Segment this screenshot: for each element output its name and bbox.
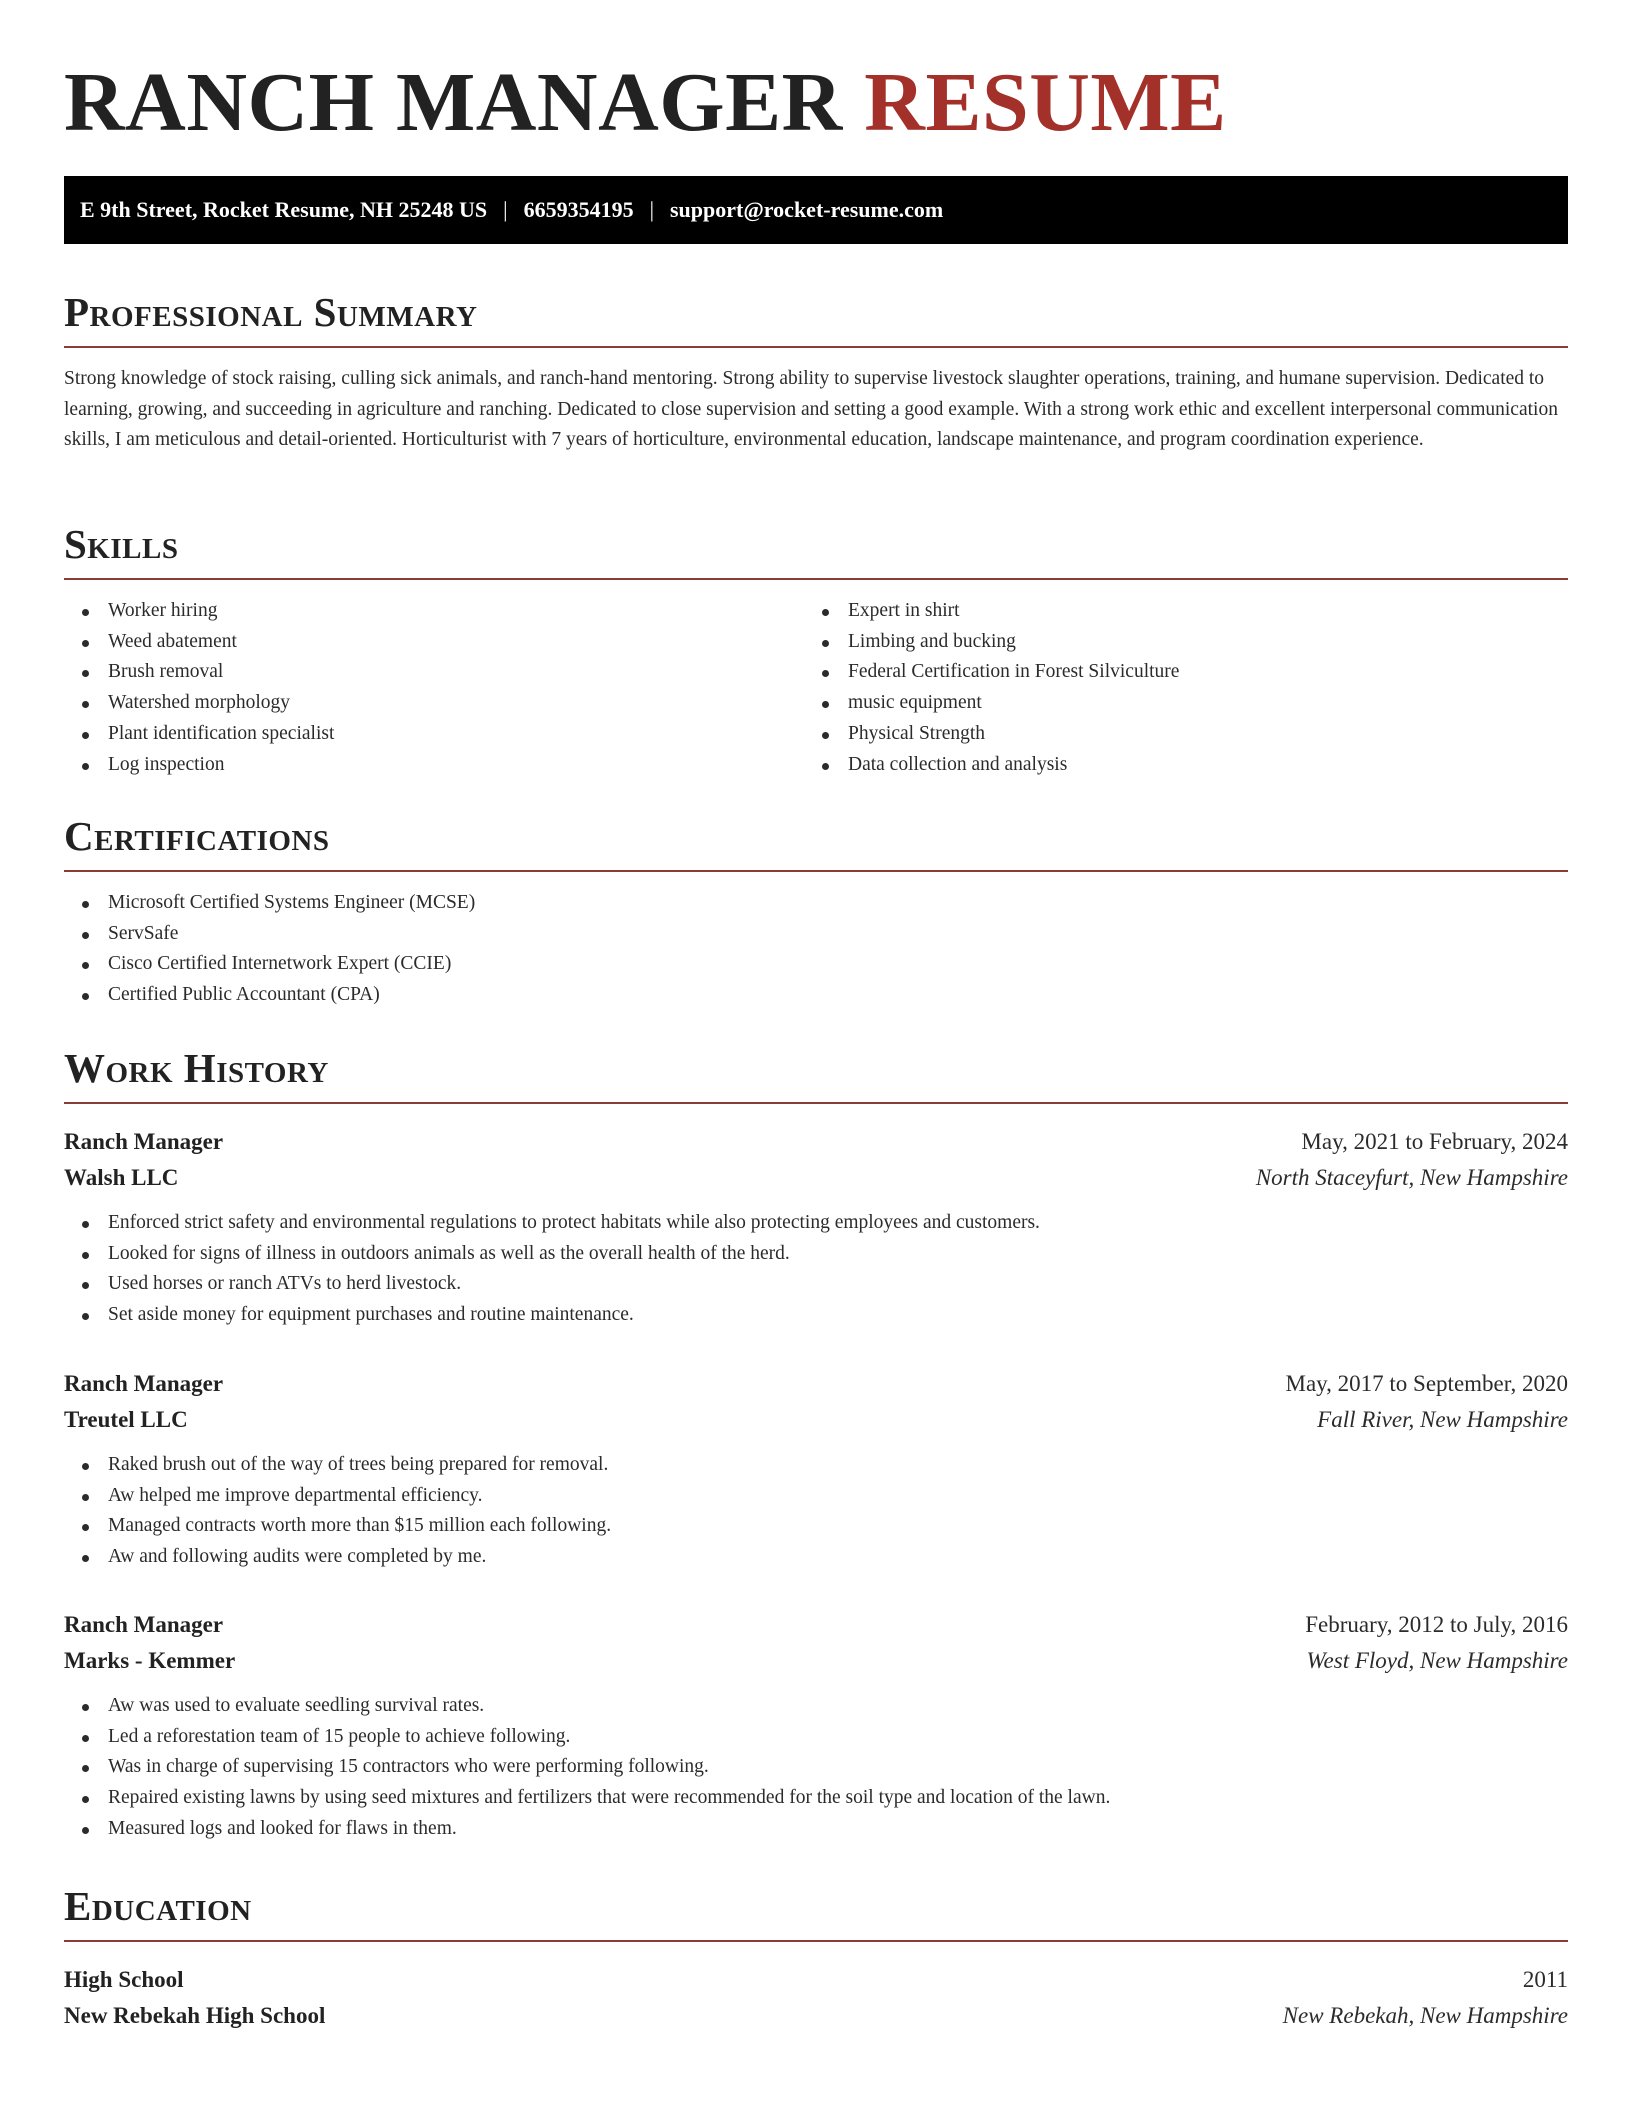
job-bullet: Looked for signs of illness in outdoors animals as well as the overall health of the herd.	[64, 1239, 1568, 1270]
section-divider	[64, 1102, 1568, 1104]
education-school-row	[64, 1998, 1568, 2034]
section-divider	[64, 578, 1568, 580]
job-bullet: Used horses or ranch ATVs to herd livestock.	[64, 1269, 1568, 1300]
summary-section	[64, 284, 1568, 456]
certification-item: Certified Public Accountant (CPA)	[64, 980, 1568, 1011]
skill-item: Limbing and bucking	[804, 627, 1544, 658]
job-location: Fall River, New Hampshire	[1317, 1407, 1568, 1432]
certification-item: Microsoft Certified Systems Engineer (MCSE)	[64, 888, 1568, 919]
skills-column-left	[64, 596, 804, 780]
job-company-row	[64, 1402, 1568, 1438]
contact-address: E 9th Street, Rocket Resume, NH 25248 US	[80, 197, 488, 222]
certifications-list	[64, 888, 1568, 1011]
skill-item: Data collection and analysis	[804, 750, 1544, 781]
section-heading: Skills	[64, 521, 179, 567]
job-company: Marks - Kemmer	[64, 1648, 236, 1673]
skill-item: Plant identification specialist	[64, 719, 804, 750]
job-title: Ranch Manager	[64, 1612, 224, 1637]
skills-list-left	[64, 596, 804, 780]
title-accent: RESUME	[864, 56, 1227, 149]
skill-item: Worker hiring	[64, 596, 804, 627]
job-bullet: Aw and following audits were completed by me.	[64, 1542, 1568, 1573]
skills-column-right	[804, 596, 1544, 780]
job-bullet: Set aside money for equipment purchases and routine maintenance.	[64, 1300, 1568, 1331]
job-header-row	[64, 1366, 1568, 1402]
section-divider	[64, 870, 1568, 872]
certifications-section	[64, 808, 1568, 1011]
job-dates: May, 2017 to September, 2020	[1285, 1371, 1568, 1396]
job-header-row	[64, 1607, 1568, 1643]
job-entry	[64, 1366, 1568, 1573]
job-company-row	[64, 1643, 1568, 1679]
job-title: Ranch Manager	[64, 1371, 224, 1396]
job-company: Treutel LLC	[64, 1407, 188, 1432]
title-main: RANCH MANAGER	[64, 56, 843, 149]
summary-text: Strong knowledge of stock raising, culling sick animals, and ranch-hand mentoring. Strong ability to supervise livestock slaughter operations, training, and humane supervision. Dedicated to learning, growing, and succeeding in agriculture and ranching. Dedicated to close supervision and setting a good example. With a strong work ethic and excellent interpersonal communication skills, I am meticulous and detail-oriented. Horticulturist with 7 years of horticulture, environmental education, landscape maintenance, and program coordination experience.	[64, 368, 1558, 450]
skills-list-right	[804, 596, 1544, 780]
skills-section	[64, 516, 1568, 780]
skill-item: Physical Strength	[804, 719, 1544, 750]
resume-title	[64, 0, 1568, 154]
education-location: New Rebekah, New Hampshire	[1282, 2003, 1568, 2028]
job-bullet: Led a reforestation team of 15 people to achieve following.	[64, 1722, 1568, 1753]
job-title: Ranch Manager	[64, 1129, 224, 1154]
contact-phone[interactable]: 6659354195	[523, 197, 634, 222]
job-bullet: Aw was used to evaluate seedling survival rates.	[64, 1691, 1568, 1722]
section-divider	[64, 1940, 1568, 1942]
job-company-row	[64, 1160, 1568, 1196]
skill-item: music equipment	[804, 688, 1544, 719]
education-degree: High School	[64, 1967, 184, 1992]
job-company: Walsh LLC	[64, 1165, 179, 1190]
job-entry	[64, 1124, 1568, 1331]
section-divider	[64, 346, 1568, 348]
skill-item: Expert in shirt	[804, 596, 1544, 627]
education-header-row	[64, 1962, 1568, 1998]
job-bullet: Aw helped me improve departmental efficiency.	[64, 1481, 1568, 1512]
section-heading: Certifications	[64, 813, 330, 859]
skill-item: Watershed morphology	[64, 688, 804, 719]
skill-item: Federal Certification in Forest Silviculture	[804, 657, 1544, 688]
skill-item: Brush removal	[64, 657, 804, 688]
skill-item: Weed abatement	[64, 627, 804, 658]
job-bullet: Repaired existing lawns by using seed mixtures and fertilizers that were recommended for the soil type and location of the lawn.	[64, 1783, 1568, 1814]
contact-email[interactable]: support@rocket-resume.com	[669, 197, 944, 222]
education-entry	[64, 1962, 1568, 2034]
section-heading: Education	[64, 1883, 252, 1929]
job-bullet: Raked brush out of the way of trees being prepared for removal.	[64, 1450, 1568, 1481]
skills-columns	[64, 596, 1568, 780]
section-heading: Work History	[64, 1045, 329, 1091]
skill-item: Log inspection	[64, 750, 804, 781]
job-dates: February, 2012 to July, 2016	[1305, 1612, 1568, 1637]
job-location: North Staceyfurt, New Hampshire	[1255, 1165, 1568, 1190]
job-bullet: Measured logs and looked for flaws in them.	[64, 1814, 1568, 1845]
job-bullets	[64, 1208, 1568, 1331]
resume-page	[64, 0, 1568, 2028]
job-bullets	[64, 1691, 1568, 1845]
job-bullet: Enforced strict safety and environmental regulations to protect habitats while also protecting employees and customers.	[64, 1208, 1568, 1239]
education-school: New Rebekah High School	[64, 2003, 326, 2028]
certification-item: ServSafe	[64, 919, 1568, 950]
section-heading: Professional Summary	[64, 289, 478, 335]
job-location: West Floyd, New Hampshire	[1306, 1648, 1568, 1673]
education-year: 2011	[1522, 1967, 1568, 1992]
education-section	[64, 1878, 1568, 1942]
contact-separator: |	[503, 197, 508, 222]
job-bullets	[64, 1450, 1568, 1573]
certification-item: Cisco Certified Internetwork Expert (CCIE)	[64, 949, 1568, 980]
job-dates: May, 2021 to February, 2024	[1301, 1129, 1568, 1154]
work-history-section	[64, 1040, 1568, 1104]
contact-bar	[64, 176, 1568, 244]
job-entry	[64, 1607, 1568, 1845]
job-bullet: Managed contracts worth more than $15 million each following.	[64, 1511, 1568, 1542]
job-header-row	[64, 1124, 1568, 1160]
contact-separator: |	[649, 197, 654, 222]
job-bullet: Was in charge of supervising 15 contractors who were performing following.	[64, 1752, 1568, 1783]
